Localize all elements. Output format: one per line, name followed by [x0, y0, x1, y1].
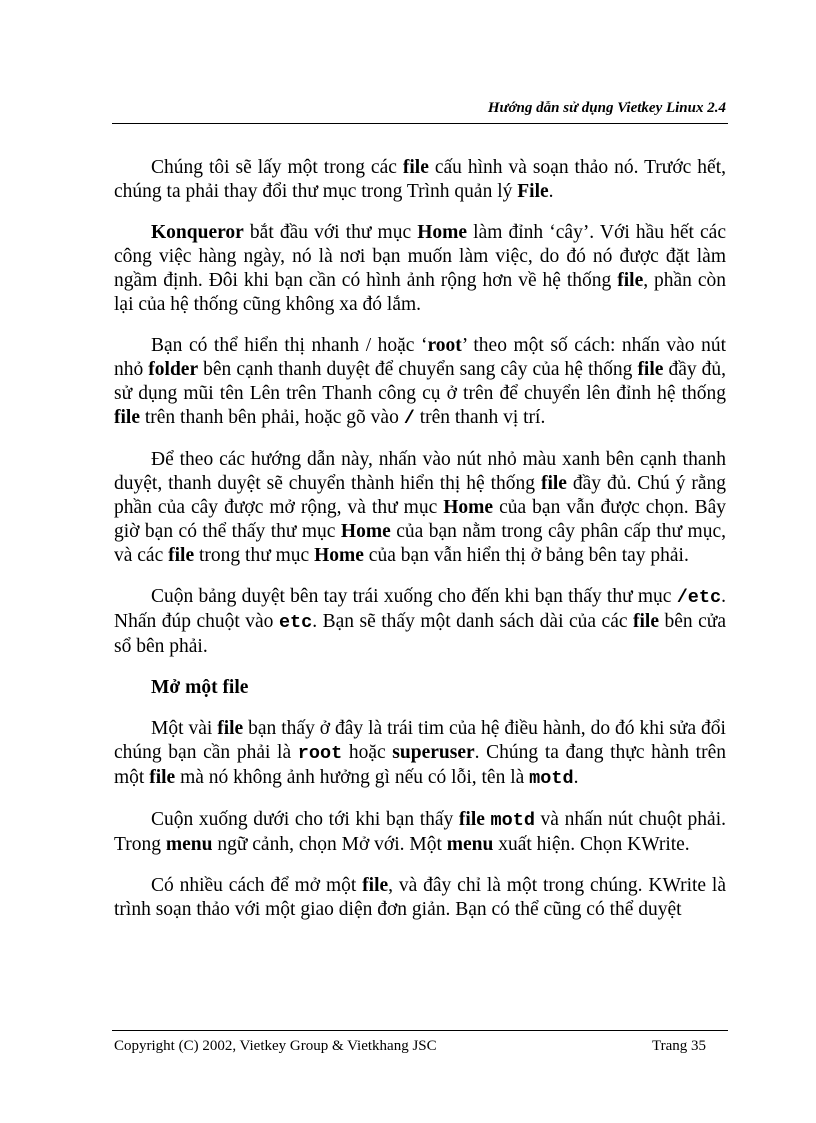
bold-term: file — [540, 473, 567, 494]
text-run: ngữ cảnh, chọn Mở với. Một — [212, 834, 447, 855]
footer-rule — [112, 1030, 728, 1031]
paragraph — [114, 808, 726, 857]
text-run: của bạn vẫn được chọn. Bây giờ bạn có thể thấy thư mục — [114, 497, 727, 542]
bold-term: file — [637, 359, 664, 380]
code-term: etc — [278, 612, 313, 633]
code-term: / — [403, 408, 415, 429]
bold-term: file — [362, 875, 389, 896]
paragraph — [114, 717, 726, 791]
bold-term: file — [149, 767, 176, 788]
text-run: . Bạn sẽ thấy một danh sách dài của các — [312, 611, 633, 632]
bold-term: menu — [446, 834, 494, 855]
paragraph — [114, 448, 726, 568]
text-run: trên thanh bên phải, hoặc gõ vào — [139, 407, 404, 428]
text-run: Bạn có thể hiển thị nhanh / hoặc ‘ — [151, 335, 428, 356]
text-run: , và đây chỉ là một trong chúng. KWrite là trình soạn thảo với một giao diện đơn giản. Bạn có thể cũng có thể duyệt — [114, 875, 727, 920]
paragraph — [114, 156, 726, 204]
paragraph — [114, 874, 726, 922]
text-run: Cuộn xuống dưới cho tới khi bạn thấy — [151, 809, 459, 830]
bold-term: Home — [417, 222, 468, 243]
text-run: bên cửa sổ bên phải. — [114, 611, 726, 657]
code-term: motd — [490, 810, 535, 831]
bold-term: file — [402, 157, 429, 178]
text-run: Chúng tôi sẽ lấy một trong các — [151, 157, 403, 178]
text-run: bên cạnh thanh duyệt để chuyển sang cây của hệ thống — [198, 359, 638, 380]
bold-term: root — [427, 335, 462, 356]
text-run: . — [548, 181, 554, 202]
bold-term: file — [217, 718, 244, 739]
text-run: đầy đủ, sử dụng mũi tên Lên trên Thanh công cụ ở trên để chuyển lên đỉnh hệ thống — [114, 359, 727, 404]
page-footer — [114, 1038, 706, 1055]
bold-term: Home — [314, 545, 364, 566]
text-run: Có nhiều cách để mở một — [151, 875, 363, 896]
bold-term: Konqueror — [151, 222, 244, 243]
footer-copyright: Copyright (C) 2002, Vietkey Group & Vietkhang JSC — [114, 1038, 437, 1054]
text-run: . — [573, 767, 579, 788]
text-run: của bạn nằm trong cây phân cấp thư mục, và các — [114, 521, 726, 566]
bold-term: menu — [165, 834, 213, 855]
text-run: Để theo các hướng dẫn này, nhấn vào nút nhỏ màu xanh bên cạnh thanh duyệt, thanh duyệt sẽ chuyển thành hiển thị hệ thống — [114, 449, 726, 494]
paragraph — [114, 334, 726, 431]
paragraph — [114, 585, 726, 659]
bold-term: Home — [443, 497, 494, 518]
bold-term: File — [517, 181, 549, 202]
text-run: . Chúng ta đang thực hành trên một — [114, 742, 726, 788]
text-run: xuất hiện. Chọn KWrite. — [493, 834, 690, 855]
paragraph — [114, 221, 726, 317]
text-run: ’ theo một số cách: nhấn vào nút nhỏ — [114, 335, 726, 380]
bold-term: file — [168, 545, 195, 566]
code-term: root — [297, 743, 343, 764]
page-header-title: Hướng dẫn sử dụng Vietkey Linux 2.4 — [487, 100, 726, 116]
text-run: của bạn vẫn hiển thị ở bảng bên tay phải. — [363, 545, 689, 566]
header-rule — [112, 123, 728, 124]
bold-term: Home — [340, 521, 391, 542]
text-run: trên thanh vị trí. — [414, 407, 546, 428]
bold-term: file — [458, 809, 485, 830]
text-run: đầy đủ. Chú ý rằng phần của cây được mở rộng, và thư mục — [114, 473, 726, 518]
text-run: Một vài — [151, 718, 218, 739]
text-run: làm đỉnh ‘cây’. Với hầu hết các công việc hàng ngày, nó là nơi bạn muốn làm việc, do đó nó được đặt làm ngầm định. Đôi khi bạn cần có hình ảnh rộng hơn về hệ thống — [114, 222, 726, 291]
code-term: /etc — [676, 587, 722, 608]
bold-term: file — [633, 611, 659, 632]
section-heading: Mở một file — [151, 677, 249, 698]
text-run: Cuộn bảng duyệt bên tay trái xuống cho đến khi bạn thấy thư mục — [151, 586, 677, 607]
text-run: và nhấn nút chuột phải. Trong — [114, 809, 726, 855]
text-run: hoặc — [342, 742, 393, 763]
bold-term: folder — [148, 359, 199, 380]
text-run: mà nó không ảnh hưởng gì nếu có lỗi, tên là — [175, 767, 530, 788]
bold-term: superuser — [392, 742, 475, 763]
bold-term: file — [617, 270, 644, 291]
text-run: . Nhấn đúp chuột vào — [114, 586, 726, 632]
text-run: bắt đầu với thư mục — [243, 222, 418, 243]
code-term: motd — [529, 768, 574, 789]
text-run: bạn thấy ở đây là trái tim của hệ điều hành, do đó khi sửa đổi chúng bạn cần phải là — [114, 718, 726, 763]
text-run: , phần còn lại của hệ thống cũng không xa đó lắm. — [114, 270, 727, 315]
text-run: trong thư mục — [194, 545, 315, 566]
text-run: cấu hình và soạn thảo nó. Trước hết, chúng ta phải thay đổi thư mục trong Trình quản lý — [114, 157, 726, 202]
page-content — [114, 156, 726, 939]
page-number: Trang 35 — [651, 1038, 706, 1054]
bold-term: file — [114, 407, 140, 428]
